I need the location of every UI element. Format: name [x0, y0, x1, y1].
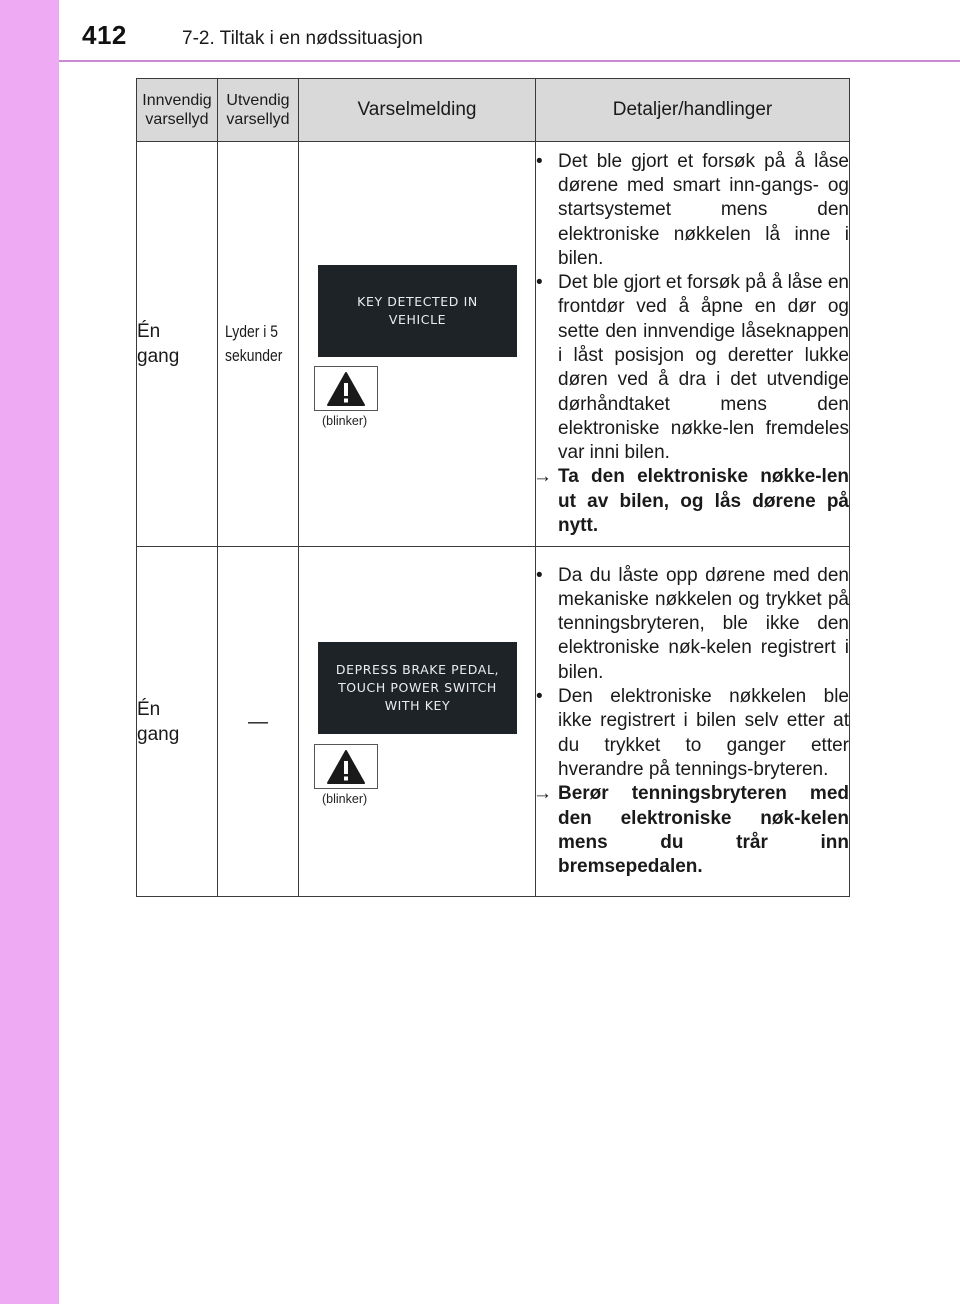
outer-sound-value: —	[248, 710, 268, 733]
outer-sound-value: Lyder i 5 sekunder	[225, 322, 283, 365]
page-number: 412	[82, 20, 127, 50]
action-item: → Berør tenningsbryteren med den elektroniske nøk-kelen mens du trår inn bremsepedalen.	[533, 783, 849, 878]
exclamation-triangle-icon	[314, 744, 378, 789]
exclamation-triangle-icon	[314, 366, 378, 411]
arrow-icon: →	[533, 783, 552, 805]
warning-table	[136, 78, 850, 897]
header-message: Varselmelding	[299, 79, 536, 142]
blink-label: (blinker)	[322, 792, 368, 806]
table-header-row	[137, 79, 850, 142]
display-message: DEPRESS BRAKE PEDAL, TOUCH POWER SWITCH WITH KEY	[335, 662, 500, 713]
section-title: 7-2. Tiltak i en nødssituasjon	[182, 28, 423, 49]
chapter-side-band	[0, 0, 59, 1304]
list-item: • Det ble gjort et forsøk på å låse en frontdør ved å åpne en dør og sette den innvendige låseknappen i låst posisjon og deretter lukke døren ved å dra i det utvendige dørhåndtaket mens den elektroniske nøkke-len fremdeles var inni bilen.	[536, 272, 849, 464]
details-cell	[533, 547, 850, 897]
inner-sound-cell	[137, 142, 218, 547]
details-cell	[533, 142, 850, 547]
display-screen	[318, 642, 517, 734]
display-screen	[318, 265, 517, 357]
list-item: • Da du låste opp dørene med den mekaniske nøkkelen og trykket på tenningsbryteren, ble ikke den elektroniske nøk-kelen registrert i bilen.	[536, 564, 849, 683]
header-inner-sound: Innvendig varsellyd	[137, 79, 218, 142]
message-cell	[299, 547, 536, 897]
outer-sound-cell	[218, 142, 299, 547]
header-details: Detaljer/handlinger	[536, 79, 850, 142]
display-message: KEY DETECTED IN VEHICLE	[357, 294, 478, 327]
arrow-icon: →	[533, 466, 552, 488]
inner-sound-value: Én gang	[137, 321, 180, 367]
header-outer-sound: Utvendig varsellyd	[218, 79, 299, 142]
list-item: • Den elektroniske nøkkelen ble ikke registrert i bilen selv etter at du trykket to ganger etter hverandre på tennings-bryteren.	[536, 686, 849, 780]
table-row	[137, 142, 850, 547]
inner-sound-cell	[137, 547, 218, 897]
message-cell	[299, 142, 536, 547]
table-row	[137, 547, 850, 897]
header-rule	[59, 60, 960, 62]
action-item: → Ta den elektroniske nøkke-len ut av bilen, og lås dørene på nytt.	[533, 466, 849, 537]
outer-sound-cell	[218, 547, 299, 897]
list-item: • Det ble gjort et forsøk på å låse dørene med smart inn-gangs- og startsystemet mens den elektroniske nøkkelen lå inne i bilen.	[536, 150, 849, 269]
blink-label: (blinker)	[322, 414, 368, 428]
inner-sound-value: Én gang	[137, 698, 180, 745]
